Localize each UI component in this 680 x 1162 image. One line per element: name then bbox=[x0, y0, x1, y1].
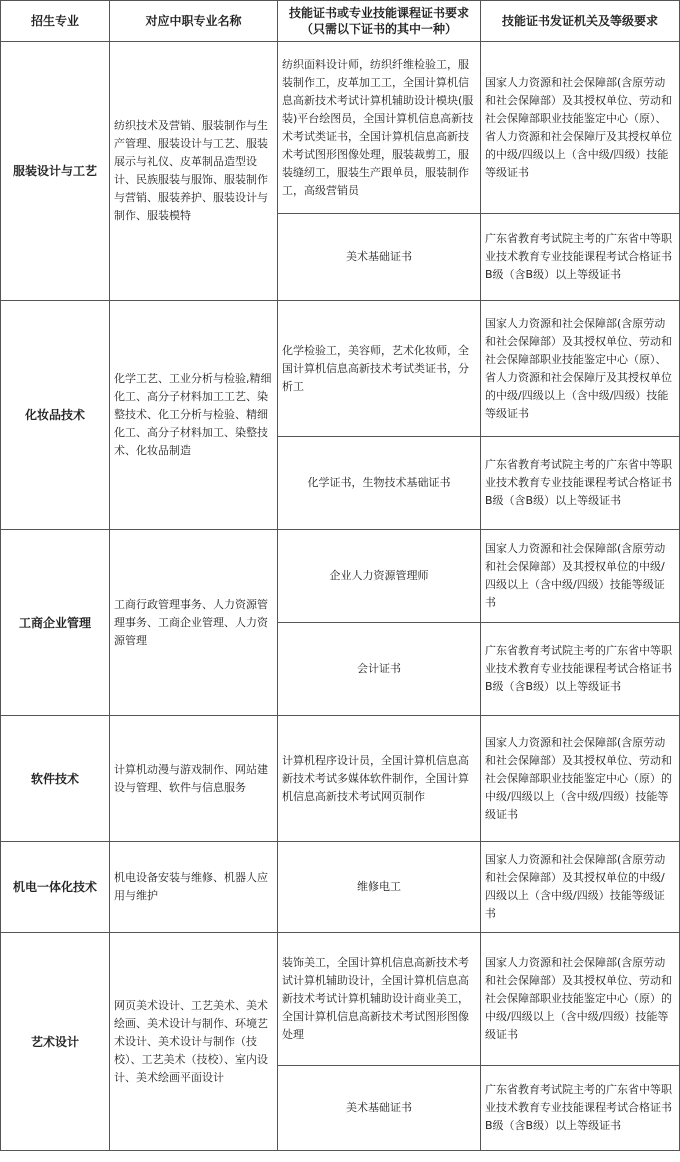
header-issuer-level: 技能证书发证机关及等级要求 bbox=[481, 1, 680, 42]
mid-major-cell: 网页美术设计、工艺美术、美术绘画、美术设计与制作、环境艺术设计、美术设计与制作（技校）、工艺美术（技校）、室内设计、美术绘画平面设计 bbox=[110, 933, 278, 1151]
cert-cell: 装饰美工，全国计算机信息高新技术考试计算机辅助设计，全国计算机信息高新技术考试计算机辅助设计商业美工，全国计算机信息高新技术考试图形图像处理 bbox=[278, 933, 481, 1066]
mid-major-cell: 计算机动漫与游戏制作、网站建设与管理、软件与信息服务 bbox=[110, 716, 278, 842]
table-row bbox=[1, 530, 680, 623]
cert-cell: 会计证书 bbox=[278, 623, 481, 716]
mid-major-cell: 工商行政管理事务、人力资源管理事务、工商企业管理、人力资源管理 bbox=[110, 530, 278, 716]
table-row bbox=[1, 933, 680, 1066]
cert-cell: 企业人力资源管理师 bbox=[278, 530, 481, 623]
table-row bbox=[1, 42, 680, 214]
issuer-cell: 广东省教育考试院主考的广东省中等职业技术教育专业技能课程考试合格证书B级（含B级）以上等级证书 bbox=[481, 437, 680, 530]
table-row bbox=[1, 842, 680, 933]
cert-cell: 计算机程序设计员，全国计算机信息高新技术考试多媒体软件制作，全国计算机信息高新技术考试网页制作 bbox=[278, 716, 481, 842]
table-row bbox=[1, 301, 680, 437]
issuer-cell: 国家人力资源和社会保障部(含原劳动和社会保障部）及其授权单位、劳动和社会保障部职业技能鉴定中心（原）、省人力资源和社会保障厅及其授权单位的中级/四级以上（含中级/四级）技能等级证书 bbox=[481, 301, 680, 437]
header-mid-major: 对应中职专业名称 bbox=[110, 1, 278, 42]
issuer-cell: 国家人力资源和社会保障部(含原劳动和社会保障部）及其授权单位的中级/四级以上（含中级/四级）技能等级证书 bbox=[481, 530, 680, 623]
cert-cell: 纺织面料设计师，纺织纤维检验工，服装制作工，皮革加工工，全国计算机信息高新技术考试计算机辅助设计模块(服装)平台绘图员，全国计算机信息高新技术考试类证书，全国计算机信息高新技术考试图形图像处理，服装裁剪工，服装缝纫工，服装生产跟单员，服装制作工，高级营销员 bbox=[278, 42, 481, 214]
mid-major-cell: 化学工艺、工业分析与检验,精细化工、高分子材料加工工艺、染整技术、化工分析与检验、精细化工、高分子材料加工、染整技术、化妆品制造 bbox=[110, 301, 278, 530]
issuer-cell: 广东省教育考试院主考的广东省中等职业技术教育专业技能课程考试合格证书B级（含B级）以上等级证书 bbox=[481, 623, 680, 716]
cert-cell: 美术基础证书 bbox=[278, 1066, 481, 1151]
major-cell: 工商企业管理 bbox=[1, 530, 110, 716]
table-row bbox=[1, 716, 680, 842]
cert-cell: 化学证书，生物技术基础证书 bbox=[278, 437, 481, 530]
mid-major-cell: 机电设备安装与维修、机器人应用与维护 bbox=[110, 842, 278, 933]
major-cell: 机电一体化技术 bbox=[1, 842, 110, 933]
issuer-cell: 国家人力资源和社会保障部(含原劳动和社会保障部）及其授权单位、劳动和社会保障部职业技能鉴定中心（原）的中级/四级以上（含中级/四级）技能等级证书 bbox=[481, 933, 680, 1066]
header-major: 招生专业 bbox=[1, 1, 110, 42]
issuer-cell: 国家人力资源和社会保障部(含原劳动和社会保障部）及其授权单位、劳动和社会保障部职业技能鉴定中心（原）、省人力资源和社会保障厅及其授权单位的中级/四级以上（含中级/四级）技能等级证书 bbox=[481, 42, 680, 214]
major-cell: 艺术设计 bbox=[1, 933, 110, 1151]
issuer-cell: 广东省教育考试院主考的广东省中等职业技术教育专业技能课程考试合格证书B级（含B级）以上等级证书 bbox=[481, 1066, 680, 1151]
issuer-cell: 国家人力资源和社会保障部(含原劳动和社会保障部）及其授权单位、劳动和社会保障部职业技能鉴定中心（原）的中级/四级以上（含中级/四级）技能等级证书 bbox=[481, 716, 680, 842]
header-cert-requirement: 技能证书或专业技能课程证书要求（只需以下证书的其中一种） bbox=[278, 1, 481, 42]
header-row bbox=[1, 1, 680, 42]
major-cell: 化妆品技术 bbox=[1, 301, 110, 530]
major-cell: 软件技术 bbox=[1, 716, 110, 842]
cert-cell: 维修电工 bbox=[278, 842, 481, 933]
mid-major-cell: 纺织技术及营销、服装制作与生产管理、服装设计与工艺、服装展示与礼仪、皮革制品造型设计、民族服装与服饰、服装制作与营销、服装养护、服装设计与制作、服装模特 bbox=[110, 42, 278, 301]
cert-cell: 化学检验工，美容师，艺术化妆师，全国计算机信息高新技术考试类证书，分析工 bbox=[278, 301, 481, 437]
issuer-cell: 国家人力资源和社会保障部(含原劳动和社会保障部）及其授权单位的中级/四级以上（含中级/四级）技能等级证书 bbox=[481, 842, 680, 933]
major-cell: 服装设计与工艺 bbox=[1, 42, 110, 301]
issuer-cell: 广东省教育考试院主考的广东省中等职业技术教育专业技能课程考试合格证书B级（含B级）以上等级证书 bbox=[481, 214, 680, 301]
cert-cell: 美术基础证书 bbox=[278, 214, 481, 301]
